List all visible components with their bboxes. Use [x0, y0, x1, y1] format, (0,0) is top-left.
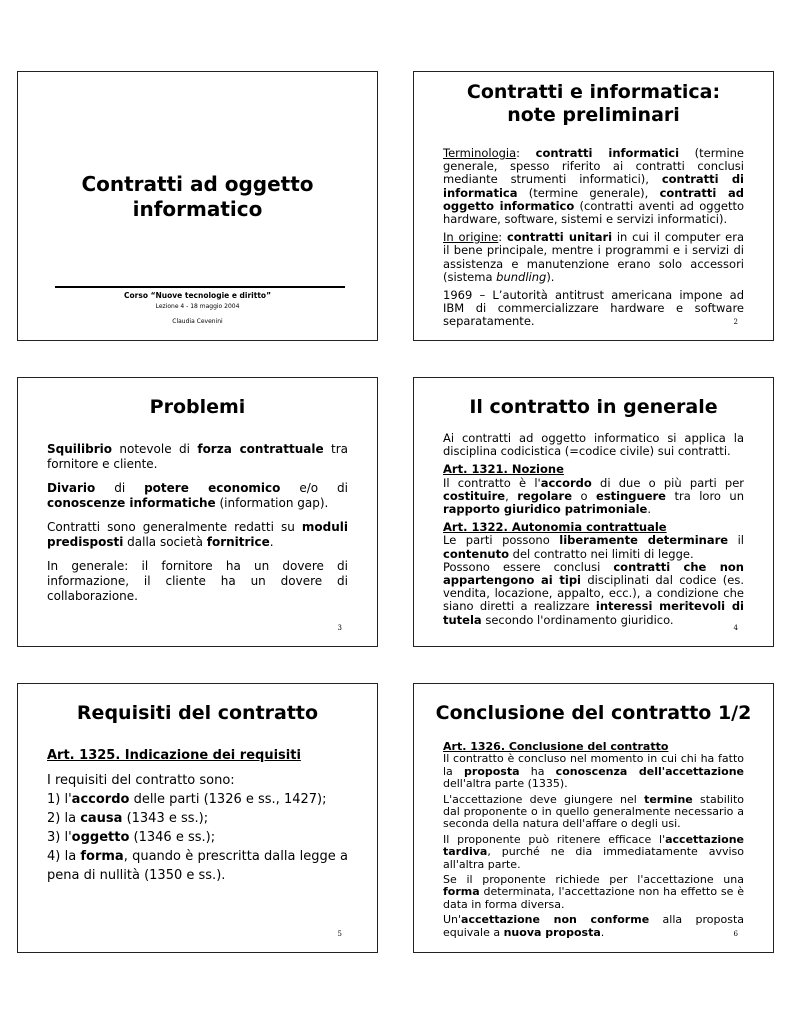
- term-label: Terminologia: [443, 146, 517, 160]
- text: dell'altra parte (1335).: [443, 777, 568, 791]
- bold-text: accettazione tardiva: [443, 832, 744, 859]
- bold-text: Squilibrio: [47, 442, 112, 456]
- bold-text: forma: [80, 849, 124, 864]
- list-item: [47, 847, 348, 885]
- page-number: 3: [337, 624, 342, 632]
- list-item: [47, 809, 348, 828]
- text: Contratti sono generalmente redatti su: [47, 520, 302, 534]
- paragraph: [443, 231, 744, 284]
- text: 2) la: [47, 811, 81, 826]
- text: del contratto nei limiti di legge.: [508, 546, 694, 561]
- title-line: note preliminari: [507, 104, 680, 126]
- page-number: 6: [733, 930, 738, 938]
- slide-3-title: Problemi: [149, 396, 246, 418]
- bold-text: moduli predisposti: [47, 520, 348, 549]
- text: e/o di: [280, 481, 348, 495]
- bold-text: contratti che non appartengono ai tipi: [443, 559, 744, 588]
- text: in cui il computer era il bene principale, mentre i programmi e i servizi di assistenza e manutenzione erano solo accessori (sistema: [443, 230, 744, 284]
- text: .: [647, 502, 652, 517]
- bold-text: estinguere: [596, 488, 666, 503]
- text: 4) la: [47, 849, 81, 864]
- text: determinata, l'accettazione non ha effetto se è data in forma diversa.: [443, 885, 744, 911]
- text: secondo l'ordinamento giuridico.: [481, 612, 674, 627]
- bold-text: conoscenze informatiche: [47, 496, 216, 510]
- slide-4-body: [443, 432, 744, 632]
- slide-5-title: Requisiti del contratto: [76, 702, 319, 724]
- text: (1346 e ss.);: [129, 830, 216, 845]
- lesson-date: Lezione 4 - 18 maggio 2004: [155, 303, 240, 310]
- slide-1: [17, 71, 378, 341]
- text: Il contratto è concluso nel momento in cui chi ha fatto la: [443, 752, 744, 778]
- text: Il proponente può ritenere efficace l': [443, 832, 666, 846]
- text: (termine generale, spesso riferito ai contratti conclusi mediante strumenti informatici),: [443, 146, 744, 187]
- bold-text: contratti informatici: [535, 146, 680, 160]
- text: dalla società: [123, 535, 207, 549]
- text: :: [498, 230, 507, 245]
- slide-4: [413, 377, 774, 647]
- slide-5-body: [47, 746, 348, 885]
- bold-text: forma: [443, 885, 480, 899]
- list-item: [47, 828, 348, 847]
- paragraph: [443, 874, 744, 911]
- divider: [55, 286, 345, 288]
- bold-text: forza contrattuale: [197, 442, 324, 456]
- text: (information gap).: [215, 496, 329, 510]
- slide-6: [413, 683, 774, 953]
- bold-text: liberamente determinare: [559, 533, 729, 548]
- bold-text: contenuto: [443, 546, 509, 561]
- paragraph: [47, 520, 348, 550]
- text: , quando è prescritta dalla legge a pena di nullità (1350 e ss.).: [47, 849, 348, 883]
- bold-text: fornitrice: [206, 535, 270, 549]
- slide-3: [17, 377, 378, 647]
- slide-2-title: [414, 81, 773, 127]
- text: Possono essere conclusi: [443, 559, 614, 574]
- text: di due o più parti per: [591, 475, 744, 490]
- text: stabilito dal proponente o in quello generalmente necessario a seconda della natura dell'affare o degli usi.: [443, 792, 744, 831]
- bold-text: termine: [644, 792, 693, 806]
- text: .: [269, 535, 274, 549]
- slide-6-title: Conclusione del contratto 1/2: [435, 702, 752, 724]
- bold-text: accettazione non conforme: [461, 913, 650, 927]
- title-line: informatico: [132, 197, 263, 221]
- page-number: 4: [733, 624, 738, 632]
- bold-text: causa: [80, 811, 123, 826]
- bold-text: Divario: [47, 481, 96, 495]
- text: Il contratto è l': [443, 475, 541, 490]
- bold-text: potere economico: [144, 481, 281, 495]
- text: Un': [443, 913, 462, 927]
- paragraph: [443, 753, 744, 790]
- author-name: Claudia Cevenini: [172, 318, 223, 325]
- text: o: [572, 488, 597, 503]
- page-number: 2: [733, 318, 738, 326]
- list-item: [47, 790, 348, 809]
- text: ).: [546, 269, 555, 284]
- text: ,: [505, 488, 518, 503]
- text: :: [516, 146, 536, 160]
- text: 1) l': [47, 792, 72, 807]
- bold-text: nuova proposta: [503, 925, 601, 939]
- article-heading: Art. 1325. Indicazione dei requisiti: [47, 748, 301, 763]
- course-name: Corso “Nuove tecnologie e diritto”: [124, 291, 271, 300]
- paragraph: [443, 534, 744, 626]
- slide-1-title: [18, 172, 377, 222]
- text: .: [600, 925, 605, 939]
- text: alla proposta equivale a: [443, 913, 744, 939]
- paragraph: 1969 – L’autorità antitrust americana impone ad IBM di commercializzare hardware e software separatamente.: [443, 288, 744, 329]
- text: disciplinati dal codice (es. vendita, locazione, appalto, ecc.), a condizione che siano diretti a realizzare: [443, 573, 745, 614]
- bold-text: contratti di informatica: [443, 172, 744, 200]
- slide-2-body: [443, 147, 744, 334]
- bold-text: proposta: [464, 764, 520, 778]
- text: notevole di: [111, 442, 198, 456]
- text: tra fornitore e cliente.: [47, 442, 348, 471]
- text: L'accettazione deve giungere nel: [443, 792, 645, 806]
- italic-text: bundling: [496, 269, 547, 284]
- text: Le parti possono: [443, 533, 560, 548]
- bold-text: regolare: [517, 488, 573, 503]
- slide-3-body: [47, 442, 348, 613]
- title-line: Contratti ad oggetto: [81, 172, 314, 196]
- bold-text: contratti ad oggetto informatico: [443, 185, 744, 213]
- page-number: 5: [337, 930, 342, 938]
- paragraph: [443, 477, 744, 517]
- bold-text: oggetto: [71, 830, 130, 845]
- paragraph: [443, 147, 744, 226]
- paragraph: [47, 442, 348, 472]
- paragraph: [443, 834, 744, 871]
- paragraph: [443, 794, 744, 831]
- slide-5: [17, 683, 378, 953]
- slide-4-title: Il contratto in generale: [469, 396, 718, 418]
- paragraph: [443, 914, 744, 939]
- paragraph: In generale: il fornitore ha un dovere di informazione, il cliente ha un dovere di collaborazione.: [47, 559, 348, 603]
- article-heading: Art. 1322. Autonomia contrattuale: [443, 520, 667, 535]
- bold-text: conoscenza dell'accettazione: [555, 764, 744, 778]
- paragraph: Ai contratti ad oggetto informatico si applica la disciplina codicistica (=codice civile) sui contratti.: [443, 431, 744, 459]
- bold-text: costituire: [443, 488, 506, 503]
- text: delle parti (1326 e ss., 1427);: [129, 792, 327, 807]
- bold-text: accordo: [71, 792, 130, 807]
- text: ha: [519, 764, 556, 778]
- text: (1343 e ss.);: [122, 811, 209, 826]
- paragraph: [47, 481, 348, 511]
- text: Se il proponente richiede per l'accettazione una: [443, 873, 744, 887]
- bold-text: interessi meritevoli di tutela: [443, 599, 744, 627]
- bold-text: contratti unitari: [506, 230, 613, 245]
- text: tra loro un: [665, 488, 744, 503]
- term-label: In origine: [443, 230, 499, 245]
- slide-6-body: [443, 741, 744, 939]
- article-heading: Art. 1321. Nozione: [443, 462, 564, 477]
- text: il: [728, 533, 744, 548]
- slide-2: [413, 71, 774, 341]
- text: di: [95, 481, 145, 495]
- title-line: Contratti e informatica:: [466, 81, 721, 103]
- paragraph: I requisiti del contratto sono:: [47, 773, 235, 788]
- text: , purché ne dia immediatamente avviso all'altra parte.: [443, 845, 744, 871]
- bold-text: rapporto giuridico patrimoniale: [443, 502, 648, 517]
- text: (termine generale),: [517, 185, 660, 200]
- text: 3) l': [47, 830, 72, 845]
- bold-text: accordo: [540, 475, 592, 490]
- article-heading: Art. 1326. Conclusione del contratto: [443, 740, 669, 753]
- text: (contratti aventi ad oggetto hardware, software, sistemi e servizi informatici).: [443, 198, 744, 227]
